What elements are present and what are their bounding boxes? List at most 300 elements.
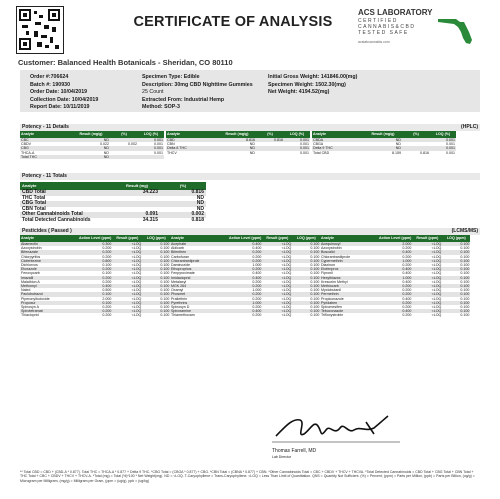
pesticide-cell: 0.100 [142, 250, 170, 254]
pesticide-cell: 0.100 [160, 246, 170, 251]
pesticide-cell: <LOQ [281, 288, 292, 293]
potency-column-header: Analyte [20, 131, 72, 138]
potency-column-header: (%) [110, 131, 138, 138]
pesticide-cell: <LOQ [412, 242, 442, 246]
pesticide-cell: Spinosyn D [171, 305, 190, 310]
pesticide-cell: Bifenthrin [170, 250, 228, 254]
potency-cell: CBC [20, 138, 72, 142]
pesticide-column-header: Result (ppm) [112, 235, 142, 242]
pesticide-cell: MGK 264 [170, 284, 228, 288]
pesticide-cell: 0.200 [228, 284, 262, 288]
pesticide-cell: 0.100 [78, 301, 112, 305]
pesticide-cell: <LOQ [412, 309, 442, 313]
pesticide-cell: <LOQ [281, 305, 292, 310]
pesticide-cell: 0.400 [78, 284, 112, 288]
specimen-weight: Specimen Weight: 1502.30(mg) [268, 81, 346, 88]
pesticide-cell: <LOQ [431, 288, 442, 293]
pesticide-row [170, 313, 320, 317]
pesticide-cell: 1.000 [252, 263, 262, 268]
pesticide-cell: Abamectin [20, 242, 78, 246]
pesticide-column-header: Analyte [170, 235, 228, 242]
pesticide-cell: 0.100 [442, 309, 470, 313]
pesticide-cell: 0.200 [78, 276, 112, 280]
pesticide-cell: Piperonylbutoxide [21, 296, 50, 301]
qr-code [16, 6, 64, 54]
pesticides-title: Pesticides ( Passed ) [22, 228, 72, 234]
pesticide-cell: Pyrethrins [170, 301, 228, 305]
pesticide-cell: 0.100 [460, 313, 470, 318]
pesticide-cell: 0.100 [292, 276, 320, 280]
pesticide-cell: 0.100 [310, 271, 320, 276]
potency-cell: Delta 9 THC [312, 146, 364, 150]
pesticide-cell: 0.100 [292, 250, 320, 254]
pesticides-header [20, 228, 480, 235]
pesticide-cell: Kresoxim Methyl [321, 279, 348, 284]
pesticide-cell: Spiromesifen [321, 305, 342, 310]
pesticide-cell: Prallethrin [171, 296, 188, 301]
potency-cell: CBDA [312, 138, 364, 142]
pesticide-cell: 0.100 [142, 242, 170, 246]
pesticide-cell: 1.000 [378, 259, 412, 263]
summary-cell: CBG Total [20, 201, 114, 207]
pesticide-cell: Diazinon [321, 263, 335, 268]
pesticide-cell: Oxamyl [171, 288, 184, 293]
potency-column-header: LOQ (%) [138, 131, 164, 138]
pesticide-cell: <LOQ [112, 259, 142, 263]
pesticide-cell: <LOQ [281, 254, 292, 259]
potency-cell: 0.022 [100, 142, 109, 147]
pesticide-cell: 0.100 [142, 276, 170, 280]
pesticide-column-header: Action Level (ppm) [78, 235, 112, 242]
pesticide-column-header: Result (ppm) [412, 235, 442, 242]
pesticide-cell: <LOQ [281, 271, 292, 276]
pesticide-cell: 0.400 [378, 309, 412, 313]
potency-cell: 8.159 [392, 150, 401, 155]
summary-cell: 0.816 [160, 190, 206, 196]
potency-summary-table [20, 182, 206, 223]
pesticide-cell: 0.100 [442, 292, 470, 296]
lab-logo [358, 8, 488, 54]
pesticide-cell: 0.100 [310, 279, 320, 284]
pesticide-cell: <LOQ [262, 267, 292, 271]
pesticide-cell: <LOQ [131, 288, 142, 293]
batch-number: Batch #: 190930 [30, 81, 71, 88]
pesticide-cell: Naled [21, 288, 31, 293]
pesticide-cell: 0.200 [102, 254, 112, 259]
signature-image [270, 408, 410, 448]
pesticide-cell: Etofenprox [320, 267, 378, 271]
pesticide-cell: Malathion A [21, 279, 40, 284]
pesticide-cell: Permethrin [320, 292, 378, 296]
pesticide-cell: 0.200 [378, 284, 412, 288]
pesticide-cell: <LOQ [412, 284, 442, 288]
potency-cell: ND [103, 150, 109, 155]
summary-cell: 0.091 [114, 212, 160, 218]
potency-cell: ND [364, 138, 402, 142]
pesticide-cell: 0.200 [402, 313, 412, 318]
pesticide-cell: <LOQ [431, 271, 442, 276]
pesticide-cell: 0.200 [252, 313, 262, 318]
pesticide-cell: Paclobutrazol [20, 292, 78, 296]
pesticide-cell: 0.800 [78, 259, 112, 263]
pesticide-cell: <LOQ [412, 267, 442, 271]
pesticide-column-header: Analyte [320, 235, 378, 242]
pesticide-cell: Acequinocyl [320, 242, 378, 246]
pesticide-cell: 0.200 [402, 254, 412, 259]
potency-column-header: (%) [402, 131, 430, 138]
pesticide-cell: <LOQ [112, 301, 142, 305]
potency-cell: Total THC [20, 155, 72, 159]
order-col-3 [268, 74, 357, 97]
pesticide-cell: 0.200 [228, 250, 262, 254]
pesticide-table-3 [320, 235, 470, 318]
pesticide-cell: 0.500 [102, 288, 112, 293]
pesticide-cell: 0.100 [292, 242, 320, 246]
pesticide-cell: 0.100 [142, 301, 170, 305]
pesticide-cell: 0.100 [142, 267, 170, 271]
pesticide-cell: <LOQ [131, 246, 142, 251]
summary-cell: 34.223 [114, 190, 160, 196]
calculation-notes: ** Total CBD = CBD + (CBD-A * 0.877). Total THC = THCA-A * 0.877 + Delta 9 THC. *CBG Total = (CBGA * 0.877) + CBG. *CBN Total = (CBNA * 0.877) + CBN. *Other Cannabinoids Total = CBC + CBDV + THCV + THCVA. *Total Detected Cannabinoids = CBD Total + CBG Total + CBN Total + THC Total + CBC + CBDV + THCV + THCV-A. *Total (mg) = Total (%)*100 * Net Weight(mg). ND = <LOQ. T-Caryophyllene = Trans-Caryophyllene. <LOQ = Less Than Limit of Quantitation. QNS = Quantity Not Sufficient. (%) = Percent, (ppm) = Parts per Million, (ppb) = Parts per Billion, (ug/g) = Microgram per Milligram, (mg/g) = Milligram per Gram, (ppm = (ug/g), ppb = (ug/kg) [20, 470, 475, 483]
pesticide-table-2 [170, 235, 320, 318]
pesticide-row [20, 313, 170, 317]
pesticide-cell: 0.200 [402, 305, 412, 310]
potency-cell: THCA-A [21, 150, 35, 155]
pesticide-cell: 0.100 [442, 250, 470, 254]
summary-cell: ND [196, 205, 204, 212]
summary-row [20, 218, 206, 224]
potency-column-header: Result (mg/g) [72, 131, 110, 138]
potency-row [312, 151, 456, 155]
potency-cell: 0.816 [420, 150, 429, 155]
pesticide-cell: 0.200 [402, 288, 412, 293]
pesticide-cell: 0.200 [102, 313, 112, 318]
pesticide-cell: 0.100 [460, 271, 470, 276]
potency-cell: CBG [20, 146, 72, 150]
pesticide-cell: 0.100 [442, 284, 470, 288]
pesticide-cell: Trifloxystrobin [321, 313, 344, 318]
pesticide-cell: Thiamethoxam [171, 313, 195, 318]
pesticide-column-header: LOQ (ppm) [292, 235, 320, 242]
lab-url: acslabcannabis.com [358, 40, 390, 44]
pesticide-column-header: Action Level (ppm) [378, 235, 412, 242]
pesticide-cell: <LOQ [431, 263, 442, 268]
pesticide-cell: <LOQ [281, 263, 292, 268]
potency-cell: ND [72, 138, 110, 142]
pesticide-cell: 0.100 [292, 301, 320, 305]
potency-cell: ND [395, 142, 401, 147]
pesticide-cell: Propiconazole [321, 296, 344, 301]
potency-cell: 0.001 [446, 142, 455, 147]
pesticide-cell: 0.100 [442, 276, 470, 280]
order-col-1 [30, 74, 98, 112]
report-date: Report Date: 10/11/2019 [30, 104, 90, 111]
pesticide-column-header: Action Level (ppm) [228, 235, 262, 242]
pesticide-cell: 0.100 [442, 301, 470, 305]
customer-line: Customer: Balanced Health Botanicals - Sheridan, CO 80110 [18, 58, 233, 67]
pesticide-cell: 0.100 [460, 279, 470, 284]
potency-cell: 8.816 [218, 138, 256, 142]
pesticide-column-header: LOQ (ppm) [442, 235, 470, 242]
pesticide-cell: 0.400 [402, 279, 412, 284]
pesticide-cell: <LOQ [131, 263, 142, 268]
pesticide-cell: 0.100 [142, 284, 170, 288]
pesticide-cell: 0.100 [102, 263, 112, 268]
pesticide-cell: 0.200 [102, 305, 112, 310]
pesticide-cell: <LOQ [112, 267, 142, 271]
pesticide-cell: 0.100 [292, 259, 320, 263]
pesticide-cell: 0.400 [378, 267, 412, 271]
order-number: Order #:706624 [30, 74, 69, 80]
signer-name: Thomas Farrell, MD [272, 448, 317, 454]
signer-title: Lab Director [272, 455, 292, 459]
pesticide-cell: 0.200 [228, 259, 262, 263]
order-info-box [20, 70, 480, 112]
pesticide-cell: 2.000 [102, 296, 112, 301]
pesticide-cell: 0.100 [292, 309, 320, 313]
net-weight: Net Weight: 4194.52(mg) [268, 89, 330, 96]
pesticide-cell: 0.300 [78, 242, 112, 246]
potency-cell: 0.001 [284, 146, 310, 150]
pesticide-cell: <LOQ [262, 301, 292, 305]
potency-row [166, 151, 310, 155]
pesticide-cell: Spinosyn A [21, 305, 39, 310]
pesticide-cell: 0.400 [402, 296, 412, 301]
pesticide-cell: 0.100 [460, 288, 470, 293]
pesticide-cell: 0.100 [160, 288, 170, 293]
pesticide-cell: Metalaxyl [171, 279, 187, 284]
summary-cell: ND [196, 194, 204, 201]
potency-cell [138, 155, 164, 159]
potency-table-3 [312, 131, 456, 155]
pesticide-cell: 0.100 [160, 296, 170, 301]
pesticide-cell: <LOQ [112, 250, 142, 254]
potency-cell: 0.002 [128, 142, 137, 147]
pesticide-cell: <LOQ [431, 279, 442, 284]
potency-cell: 0.001 [430, 146, 456, 150]
pesticide-cell: 0.100 [160, 271, 170, 276]
potency-cell: CBDV [21, 142, 31, 147]
pesticide-cell: Chlorpyrifos [21, 254, 41, 259]
pesticide-cell: Azoxystrobin [321, 246, 342, 251]
pesticide-cell: 0.400 [252, 271, 262, 276]
pesticide-cell: 0.200 [402, 246, 412, 251]
pesticide-cell: <LOQ [412, 292, 442, 296]
pesticide-cell: Azoxystrobin [21, 246, 42, 251]
potency-column-header: LOQ (%) [284, 131, 310, 138]
pesticide-cell: 0.400 [228, 276, 262, 280]
pesticide-cell: <LOQ [262, 292, 292, 296]
count: 25 Count [142, 89, 164, 96]
pesticide-cell: <LOQ [112, 309, 142, 313]
pesticide-cell: 0.200 [78, 309, 112, 313]
potency-details-title: Potency - 11 Details [22, 124, 69, 130]
summary-cell: THC Total [22, 194, 46, 201]
order-date: Order Date: 10/04/2019 [30, 89, 88, 96]
extracted-from: Extracted From: Industrial Hemp [142, 96, 225, 103]
potency-cell: CBD [166, 138, 218, 142]
order-col-2 [142, 74, 253, 112]
pesticide-cell: Tebuconazole [320, 309, 378, 313]
pesticide-cell: <LOQ [412, 301, 442, 305]
pesticide-cell: 0.100 [460, 263, 470, 268]
pesticide-column-header: Result (ppm) [262, 235, 292, 242]
potency-table-2 [166, 131, 310, 155]
pesticide-cell: <LOQ [281, 246, 292, 251]
pesticide-cell: <LOQ [112, 292, 142, 296]
pesticide-cell: <LOQ [131, 313, 142, 318]
summary-cell: CBN Total [22, 205, 46, 212]
potency-column-header: Result (mg/g) [364, 131, 402, 138]
pesticide-cell: <LOQ [131, 296, 142, 301]
potency-cell: 0.816 [256, 138, 284, 142]
florida-map-icon [436, 16, 476, 46]
pesticide-cell: <LOQ [112, 284, 142, 288]
potency-cell: ND [218, 146, 256, 150]
pesticide-cell: <LOQ [262, 309, 292, 313]
pesticide-cell: 0.100 [292, 267, 320, 271]
pesticide-cell: Propoxur [20, 301, 78, 305]
pesticide-cell: Hexythiazox [320, 276, 378, 280]
sum-header-result: Result (mg) [114, 182, 160, 190]
potency-row [20, 155, 164, 159]
summary-cell: ND [160, 201, 206, 207]
potency-cell: Total CBD [313, 150, 330, 155]
pesticide-cell: 2.000 [378, 242, 412, 246]
pesticide-cell: 0.200 [102, 279, 112, 284]
pesticide-cell: Ethoprophos [170, 267, 228, 271]
pesticide-cell: Fenoxycarb [21, 271, 40, 276]
summary-cell: 34.315 [142, 216, 158, 223]
potency-cell [256, 151, 284, 155]
pesticide-cell: 0.200 [378, 301, 412, 305]
pesticide-cell: 0.100 [102, 271, 112, 276]
pesticide-cell: 0.100 [160, 305, 170, 310]
pesticide-cell: Methiocarb [320, 284, 378, 288]
pesticide-cell: 0.200 [252, 279, 262, 284]
pesticide-cell: Clofentezine [20, 259, 78, 263]
pesticide-cell: 0.100 [310, 288, 320, 293]
pesticide-cell: <LOQ [412, 250, 442, 254]
pesticide-cell: <LOQ [281, 313, 292, 318]
pesticide-cell: 0.100 [310, 296, 320, 301]
summary-cell: Other Cannabinoids Total [20, 212, 114, 218]
potency-method-tag: (HPLC) [461, 124, 478, 130]
potency-cell: Delta 8 THC [166, 146, 218, 150]
pesticide-cell: 0.100 [442, 267, 470, 271]
pesticide-cell: <LOQ [262, 259, 292, 263]
summary-cell: 0.818 [191, 216, 204, 223]
pesticide-cell: <LOQ [262, 242, 292, 246]
pesticide-cell: Chlorantranilprole [170, 259, 228, 263]
potency-cell: ND [72, 155, 110, 159]
potency-cell [110, 155, 138, 159]
pesticide-column-header: LOQ (ppm) [142, 235, 170, 242]
pesticide-cell: Dichlorvos [21, 263, 38, 268]
potency-cell: 0.001 [138, 138, 164, 142]
potency-table-1 [20, 131, 164, 159]
pesticide-cell: Etoxazole [20, 267, 78, 271]
pesticide-cell: 0.100 [310, 263, 320, 268]
potency-cell: ND [72, 146, 110, 150]
pesticide-cell: Carbofuran [171, 254, 189, 259]
pesticide-cell: Acephate [170, 242, 228, 246]
potency-cell: ND [249, 142, 255, 147]
pesticide-cell: 0.100 [142, 292, 170, 296]
pesticide-cell: <LOQ [431, 246, 442, 251]
sum-header-percent: (%) [160, 182, 206, 190]
pesticide-cell: 0.100 [160, 313, 170, 318]
potency-cell: ND [364, 146, 402, 150]
pesticide-cell: Spirotetramat [20, 309, 78, 313]
pesticide-cell: <LOQ [262, 250, 292, 254]
potency-cell: 0.001 [430, 138, 456, 142]
pesticide-cell: 0.400 [402, 271, 412, 276]
pesticide-cell: 0.100 [310, 313, 320, 318]
pesticide-cell: 0.100 [442, 259, 470, 263]
pesticide-cell: 1.000 [252, 288, 262, 293]
potency-cell: 0.001 [284, 138, 310, 142]
potency-cell: 0.001 [446, 150, 455, 155]
potency-cell: 0.001 [154, 142, 163, 147]
potency-summary-title: Potency - 11 Totals [22, 173, 67, 179]
pesticide-cell: 0.100 [160, 254, 170, 259]
pesticide-cell: 0.100 [142, 309, 170, 313]
potency-cell: CBN [167, 142, 175, 147]
pesticide-cell: 0.200 [228, 292, 262, 296]
pesticide-cell: 0.200 [252, 254, 262, 259]
pesticide-cell: <LOQ [412, 276, 442, 280]
pesticide-cell: 0.400 [378, 250, 412, 254]
pesticide-cell: 1.000 [378, 276, 412, 280]
potency-column-header: Result (mg/g) [218, 131, 256, 138]
pesticide-cell: Thiacloprid [21, 313, 39, 318]
pesticide-cell: 0.200 [78, 250, 112, 254]
pesticide-cell: <LOQ [131, 271, 142, 276]
pesticide-cell: <LOQ [131, 279, 142, 284]
pesticide-cell: 0.100 [142, 259, 170, 263]
pesticides-method-tag: (LCMS/MS) [451, 228, 478, 234]
pesticide-cell: 0.100 [292, 284, 320, 288]
pesticide-cell: 0.200 [252, 305, 262, 310]
pesticide-row [320, 313, 470, 317]
pesticide-cell: Spiroxamine [170, 309, 228, 313]
pesticide-cell: Boscalid [320, 250, 378, 254]
summary-cell: Total Detected Cannabinoids [22, 216, 91, 223]
pesticide-cell: 0.200 [78, 267, 112, 271]
pesticide-cell: Fipronil [321, 271, 333, 276]
pesticide-cell: <LOQ [431, 305, 442, 310]
potency-cell: CBGA [313, 142, 324, 147]
collection-date: Collection Date: 10/04/2019 [30, 96, 99, 103]
pesticide-cell: <LOQ [112, 242, 142, 246]
pesticide-cell: 0.100 [310, 246, 320, 251]
potency-cell: 0.001 [300, 142, 309, 147]
sum-header-analyte: Analyte [20, 182, 114, 190]
pesticide-cell: Methomyl [20, 284, 78, 288]
pesticide-cell: 0.200 [102, 246, 112, 251]
potency-column-header: Analyte [166, 131, 218, 138]
pesticide-cell: <LOQ [131, 305, 142, 310]
specimen-type: Specimen Type: Edible [142, 74, 200, 80]
pesticide-cell: 0.200 [228, 267, 262, 271]
potency-column-header: Analyte [312, 131, 364, 138]
document-title: CERTIFICATE OF ANALYSIS [133, 14, 333, 30]
potency-column-header: (%) [256, 131, 284, 138]
pesticide-cell: 0.200 [252, 296, 262, 301]
potency-cell: ND [249, 150, 255, 155]
pesticide-cell: 0.100 [460, 305, 470, 310]
